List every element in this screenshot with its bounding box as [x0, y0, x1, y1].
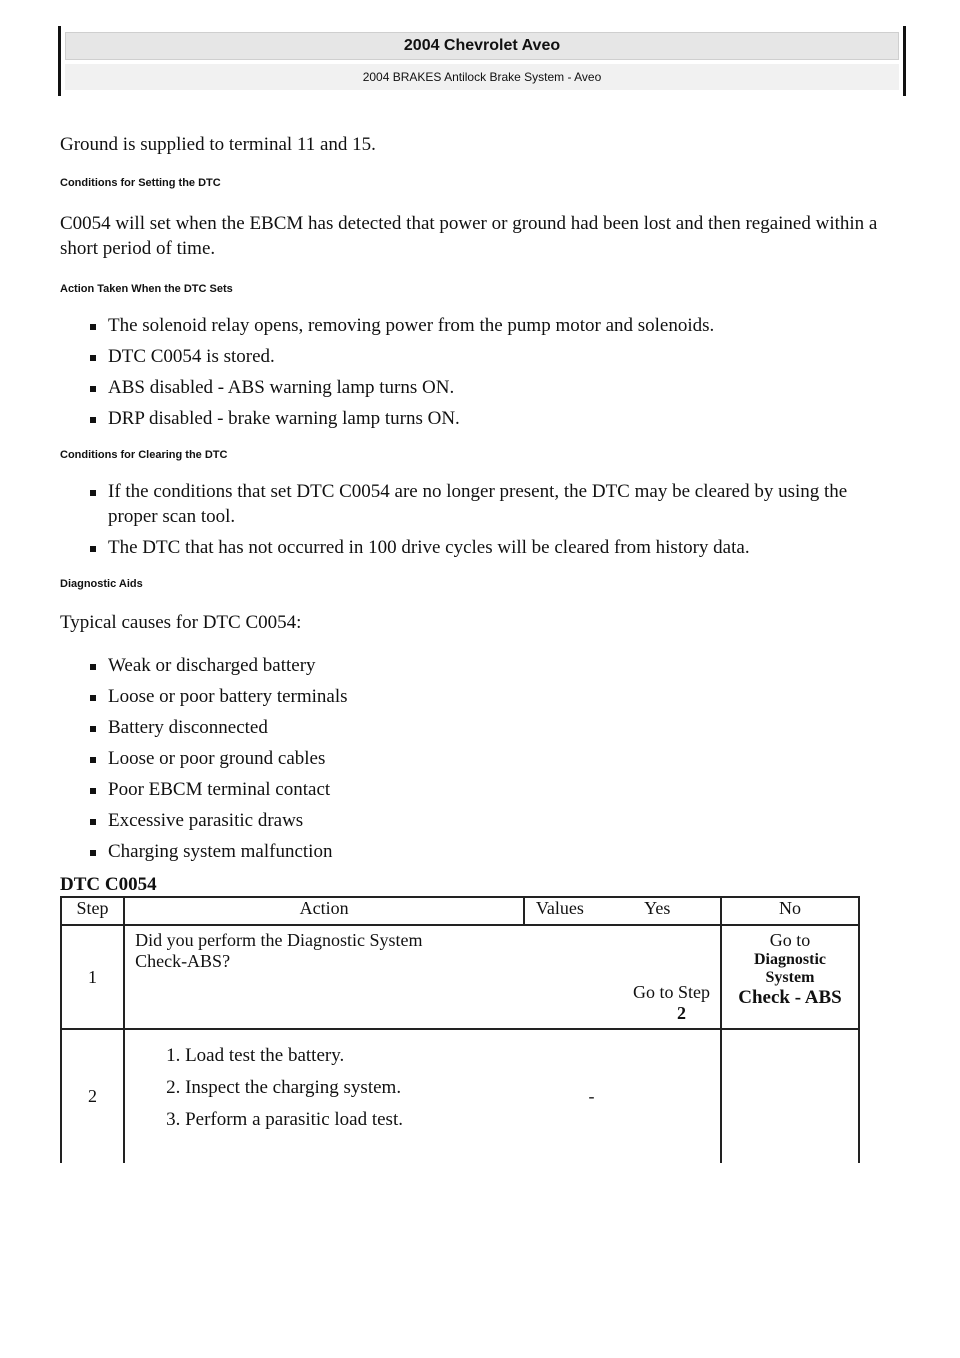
no-cell [721, 1029, 859, 1163]
table-title: DTC C0054 [60, 874, 157, 895]
list-item: The DTC that has not occurred in 100 drive cycles will be cleared from history data. [60, 535, 900, 560]
list-item: Poor EBCM terminal contact [60, 777, 900, 802]
no-link-line[interactable]: Check - ABS [738, 987, 842, 1008]
list-item: The solenoid relay opens, removing power from the pump motor and solenoids. [60, 313, 900, 338]
heading-action: Action Taken When the DTC Sets [60, 283, 233, 295]
list-item: ABS disabled - ABS warning lamp turns ON. [60, 375, 900, 400]
document-title: 2004 Chevrolet Aveo [65, 32, 899, 60]
intro-text: Ground is supplied to terminal 11 and 15. [60, 134, 376, 155]
list-item: DTC C0054 is stored. [60, 344, 900, 369]
list-item: 1. Load test the battery. [185, 1040, 524, 1072]
list-item: DRP disabled - brake warning lamp turns ON. [60, 406, 900, 431]
page-header [58, 26, 906, 96]
list-item: Charging system malfunction [60, 839, 900, 864]
list-item: Loose or poor ground cables [60, 746, 900, 771]
yes-step-number: 2 [676, 1003, 686, 1023]
list-item: Weak or discharged battery [60, 653, 900, 678]
values-cell: - [524, 1029, 594, 1163]
action-cell [124, 925, 524, 1029]
table-row [61, 925, 859, 1029]
action-cell [124, 1029, 524, 1163]
list-item: Loose or poor battery terminals [60, 684, 900, 709]
step-cell: 1 [61, 925, 124, 1029]
heading-aids: Diagnostic Aids [60, 578, 143, 590]
no-link-line[interactable]: System [765, 969, 815, 986]
step-cell: 2 [61, 1029, 124, 1163]
aids-list [60, 653, 900, 864]
no-cell [721, 925, 859, 1029]
list-item: 3. Perform a parasitic load test. [185, 1104, 524, 1136]
list-item: 2. Inspect the charging system. [185, 1072, 524, 1104]
no-link-line[interactable]: Diagnostic [753, 951, 826, 968]
setting-text: C0054 will set when the EBCM has detected that power or ground had been lost and then regained within a short period of time. [60, 213, 878, 259]
header-step: Step [61, 897, 124, 925]
yes-text: Go to Step [632, 982, 710, 1002]
table-row [61, 1029, 859, 1163]
table-header-row [61, 897, 859, 925]
heading-setting: Conditions for Setting the DTC [60, 177, 221, 189]
clearing-list [60, 479, 900, 560]
list-item: Excessive parasitic draws [60, 808, 900, 833]
document-body [60, 132, 900, 1163]
values-cell [524, 925, 594, 1029]
heading-clearing: Conditions for Clearing the DTC [60, 449, 228, 461]
action-text: Did you perform the Diagnostic System Check-ABS? [135, 930, 423, 971]
header-no: No [721, 897, 859, 925]
action-list [60, 313, 900, 431]
header-action: Action [124, 897, 524, 925]
list-item: If the conditions that set DTC C0054 are no longer present, the DTC may be cleared by using the proper scan tool. [60, 479, 900, 529]
header-values: Values [524, 897, 594, 925]
yes-cell [595, 1029, 721, 1163]
action-steps [125, 1040, 524, 1136]
document-subtitle: 2004 BRAKES Antilock Brake System - Aveo [65, 64, 899, 90]
yes-cell [595, 925, 721, 1029]
dtc-table [60, 896, 860, 1163]
aids-text: Typical causes for DTC C0054: [60, 612, 302, 633]
list-item: Battery disconnected [60, 715, 900, 740]
header-yes: Yes [595, 897, 721, 925]
no-text: Go to [769, 930, 811, 950]
